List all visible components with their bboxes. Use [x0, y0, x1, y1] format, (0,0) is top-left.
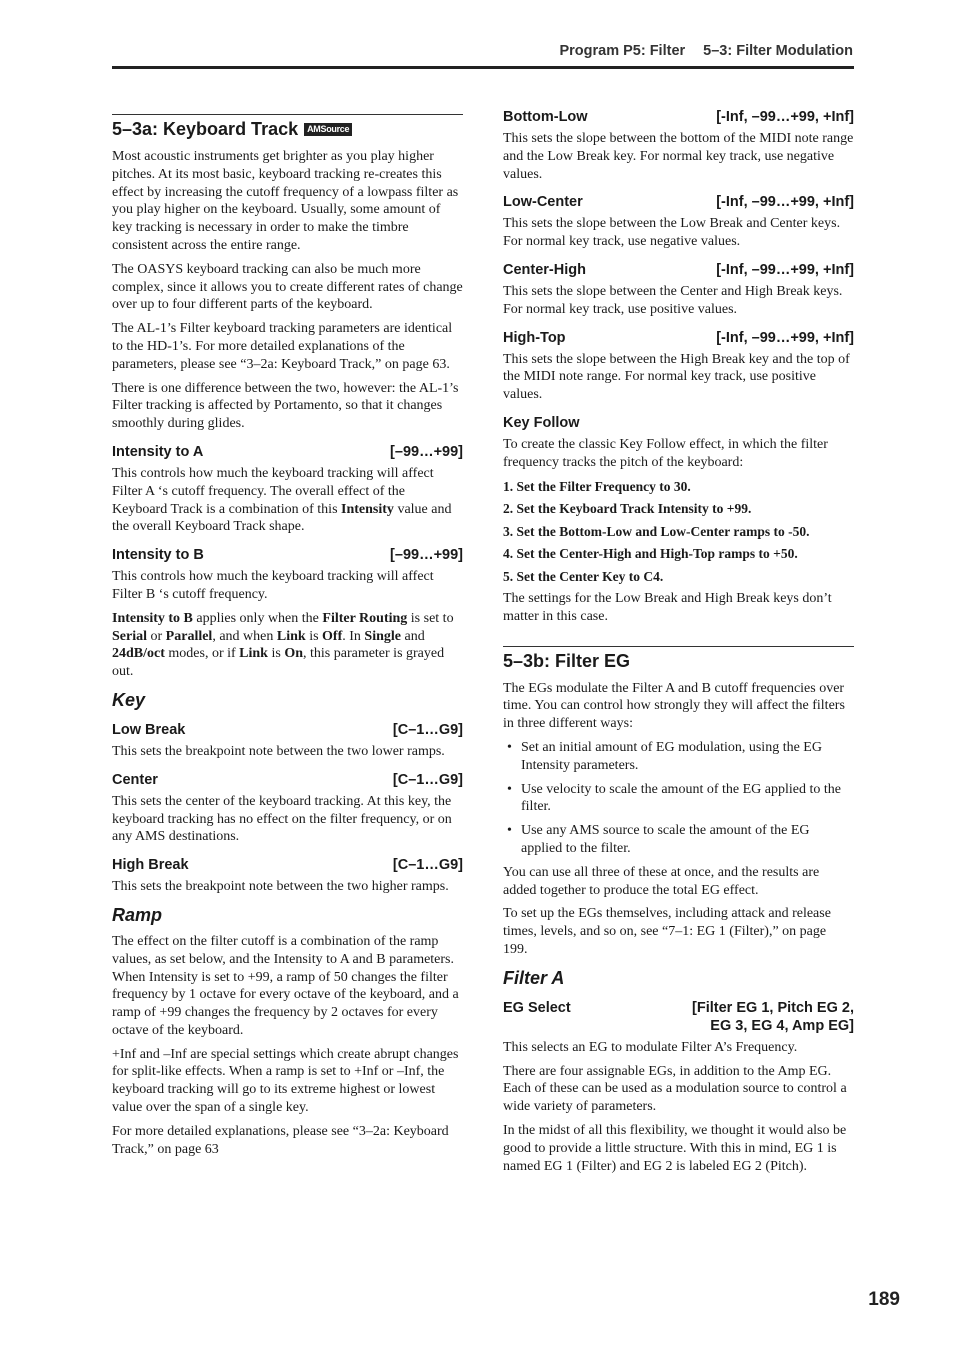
param-range: [–99…+99]: [390, 443, 463, 460]
param-high-top: [503, 329, 854, 347]
intro-paragraph: The AL-1’s Filter keyboard tracking parameters are identical to the HD-1’s. For more detailed explanations of the parameters, please see “3–2a: Keyboard Track,” on page 63.: [112, 321, 453, 372]
section-title-text: 5–3a: Keyboard Track: [112, 119, 299, 139]
param-range: [-Inf, –99…+99, +Inf]: [716, 109, 854, 125]
page-number: 189: [868, 1289, 900, 1310]
param-name: Intensity to A: [112, 443, 204, 460]
param-eg-select: [503, 999, 854, 1035]
running-header: [559, 43, 853, 59]
bullet-icon: •: [507, 781, 512, 797]
param-description: This controls how much the keyboard tracking will affect Filter B ‘s cutoff frequency.: [112, 569, 434, 602]
bullet-icon: •: [507, 740, 512, 756]
step-item: 5. Set the Center Key to C4.: [503, 568, 664, 584]
amsource-badge: AMSource: [304, 123, 352, 136]
subheading-key: Key: [112, 689, 146, 710]
param-range: [-Inf, –99…+99, +Inf]: [716, 194, 854, 211]
intensity-b-note: Intensity to B applies only when the Filter Routing is set to Serial or Parallel, and when Link is Off. In Single and 24dB/oct modes, or if Link is On, this parameter is grayed out.: [112, 610, 454, 680]
param-name: Center-High: [503, 261, 586, 278]
param-name: EG Select: [503, 999, 571, 1016]
param-description: This sets the slope between the bottom of the MIDI note range and the Low Break key. For normal key track, use negative values.: [503, 131, 854, 182]
param-name: Low Break: [112, 721, 186, 738]
left-column: [112, 114, 463, 1164]
header-rule: [112, 66, 854, 69]
param-range: [C–1…G9]: [392, 857, 463, 874]
section-title-keyboard-track: [112, 118, 463, 140]
param-low-break: [112, 721, 463, 739]
eg-select-paragraph: This selects an EG to modulate Filter A’s Frequency.: [503, 1039, 798, 1055]
ramp-paragraph: The effect on the filter cutoff is a combination of the ramp values, as set below, and the Intensity to A and B parameters. When Intensity is set to +99, a ramp of 50 changes the filter frequency by 1 octave for every octave of the keyboard, and a ramp of +99 changes the frequency by 2 octaves for every octave of the keyboard.: [112, 933, 459, 1038]
param-description: This controls how much the keyboard tracking will affect Filter A ‘s cutoff frequency. The overall effect of the Keyboard Track is a combination of this Intensity value and the overall Keyboard Track shape.: [112, 465, 452, 535]
step-item: 2. Set the Keyboard Track Intensity to +99.: [503, 501, 752, 517]
param-intensity-b: [112, 546, 463, 564]
step-item: 4. Set the Center-High and High-Top ramps to +50.: [503, 546, 798, 562]
key-follow-intro: To create the classic Key Follow effect, in which the filter frequency tracks the pitch of the keyboard:: [503, 436, 828, 470]
header-section: 5–3: Filter Modulation: [703, 43, 853, 59]
step-item: 3. Set the Bottom-Low and Low-Center ramps to -50.: [503, 523, 810, 539]
key-follow-title: Key Follow: [503, 414, 580, 431]
filter-eg-paragraph: To set up the EGs themselves, including attack and release times, levels, and so on, see “7–1: EG 1 (Filter),” on page 199.: [503, 906, 831, 958]
section-divider: [112, 114, 463, 115]
intro-paragraph: Most acoustic instruments get brighter as you play higher pitches. At its most basic, keyboard tracking re-creates this effect by increasing the cutoff frequency of a lowpass filter as you play higher on the keyboard. Usually, some amount of key tracking is necessary in order to make the timbre consistent across the entire range.: [112, 149, 459, 253]
filter-eg-paragraph: You can use all three of these at once, and the results are added together to produce the total EG effect.: [503, 864, 820, 898]
filter-eg-intro: The EGs modulate the Filter A and B cutoff frequencies over time. You can control how strongly they will affect the filters in three different ways:: [503, 680, 845, 732]
param-name: Low-Center: [503, 194, 583, 211]
param-intensity-a: [112, 443, 463, 461]
param-description: This sets the slope between the High Break key and the top of the MIDI note range. For normal key track, use positive values.: [503, 351, 850, 403]
param-high-break: [112, 856, 463, 874]
param-center: [112, 771, 463, 789]
param-description: This sets the center of the keyboard tracking. At this key, the keyboard tracking has no effect on the filter frequency, or on any AMS destinations.: [112, 793, 452, 845]
ramp-paragraph: +Inf and –Inf are special settings which create abrupt changes for split-like effects. When a ramp is set to +Inf or –Inf, the keyboard tracking will go to its extreme highest or lowest value over the span of a single key.: [112, 1046, 459, 1116]
param-range: [Filter EG 1, Pitch EG 2, EG 3, EG 4, Amp EG]: [692, 999, 854, 1034]
param-range: [-Inf, –99…+99, +Inf]: [716, 329, 854, 346]
bullet-icon: •: [507, 823, 512, 839]
param-range: [-Inf, –99…+99, +Inf]: [716, 261, 854, 278]
param-description: This sets the breakpoint note between the two lower ramps.: [112, 743, 445, 759]
param-center-high: [503, 261, 854, 279]
param-name: Bottom-Low: [503, 109, 588, 125]
subheading-ramp: Ramp: [112, 904, 163, 925]
eg-select-paragraph: There are four assignable EGs, in addition to the Amp EG. Each of these can be used as a modulation source to control a wide variety of parameters.: [503, 1063, 847, 1115]
bullet-item: • Use velocity to scale the amount of the EG applied to the filter.: [507, 781, 841, 815]
intro-paragraph: The OASYS keyboard tracking can also be much more complex, since it allows you to create different rates of change over up to four different parts of the keyboard.: [112, 261, 463, 313]
param-description: This sets the breakpoint note between the two higher ramps.: [112, 879, 449, 895]
param-bottom-low: [503, 108, 854, 126]
param-low-center: [503, 193, 854, 211]
key-follow-steps: [503, 478, 854, 585]
param-description: This sets the slope between the Center and High Break keys. For normal key track, use positive values.: [503, 283, 843, 317]
eg-select-paragraph: In the midst of all this flexibility, we thought it would also be good to provide a little structure. With this in mind, EG 1 is named EG 1 (Filter) and EG 2 is labeled EG 2 (Pitch).: [503, 1123, 847, 1174]
param-range: [–99…+99]: [390, 547, 463, 564]
right-column: [503, 108, 854, 1181]
param-range: [C–1…G9]: [392, 771, 463, 788]
subheading-filter-a: Filter A: [503, 967, 565, 988]
param-name: High Break: [112, 857, 189, 874]
bullet-item: • Use any AMS source to scale the amount of the EG applied to the filter.: [507, 823, 810, 857]
key-follow-outro: The settings for the Low Break and High Break keys don’t matter in this case.: [503, 591, 832, 624]
section-title-filter-eg: 5–3b: Filter EG: [503, 650, 631, 671]
param-name: High-Top: [503, 329, 566, 346]
header-chapter: Program P5: Filter: [559, 43, 686, 59]
bullet-item: • Set an initial amount of EG modulation, using the EG Intensity parameters.: [507, 740, 822, 773]
step-item: 1. Set the Filter Frequency to 30.: [503, 478, 691, 494]
filter-eg-bullets: [503, 739, 854, 858]
param-range: [C–1…G9]: [392, 721, 463, 738]
param-name: Center: [112, 771, 158, 788]
intro-paragraph: There is one difference between the two, however: the AL-1’s Filter tracking is affected by Portamento, so that it changes smoothly during glides.: [112, 380, 459, 432]
param-name: Intensity to B: [112, 547, 204, 564]
ramp-paragraph: For more detailed explanations, please see “3–2a: Keyboard Track,” on page 63: [112, 1123, 449, 1157]
section-divider: [503, 646, 854, 647]
param-description: This sets the slope between the Low Break and Center keys. For normal key track, use negative values.: [503, 216, 841, 250]
